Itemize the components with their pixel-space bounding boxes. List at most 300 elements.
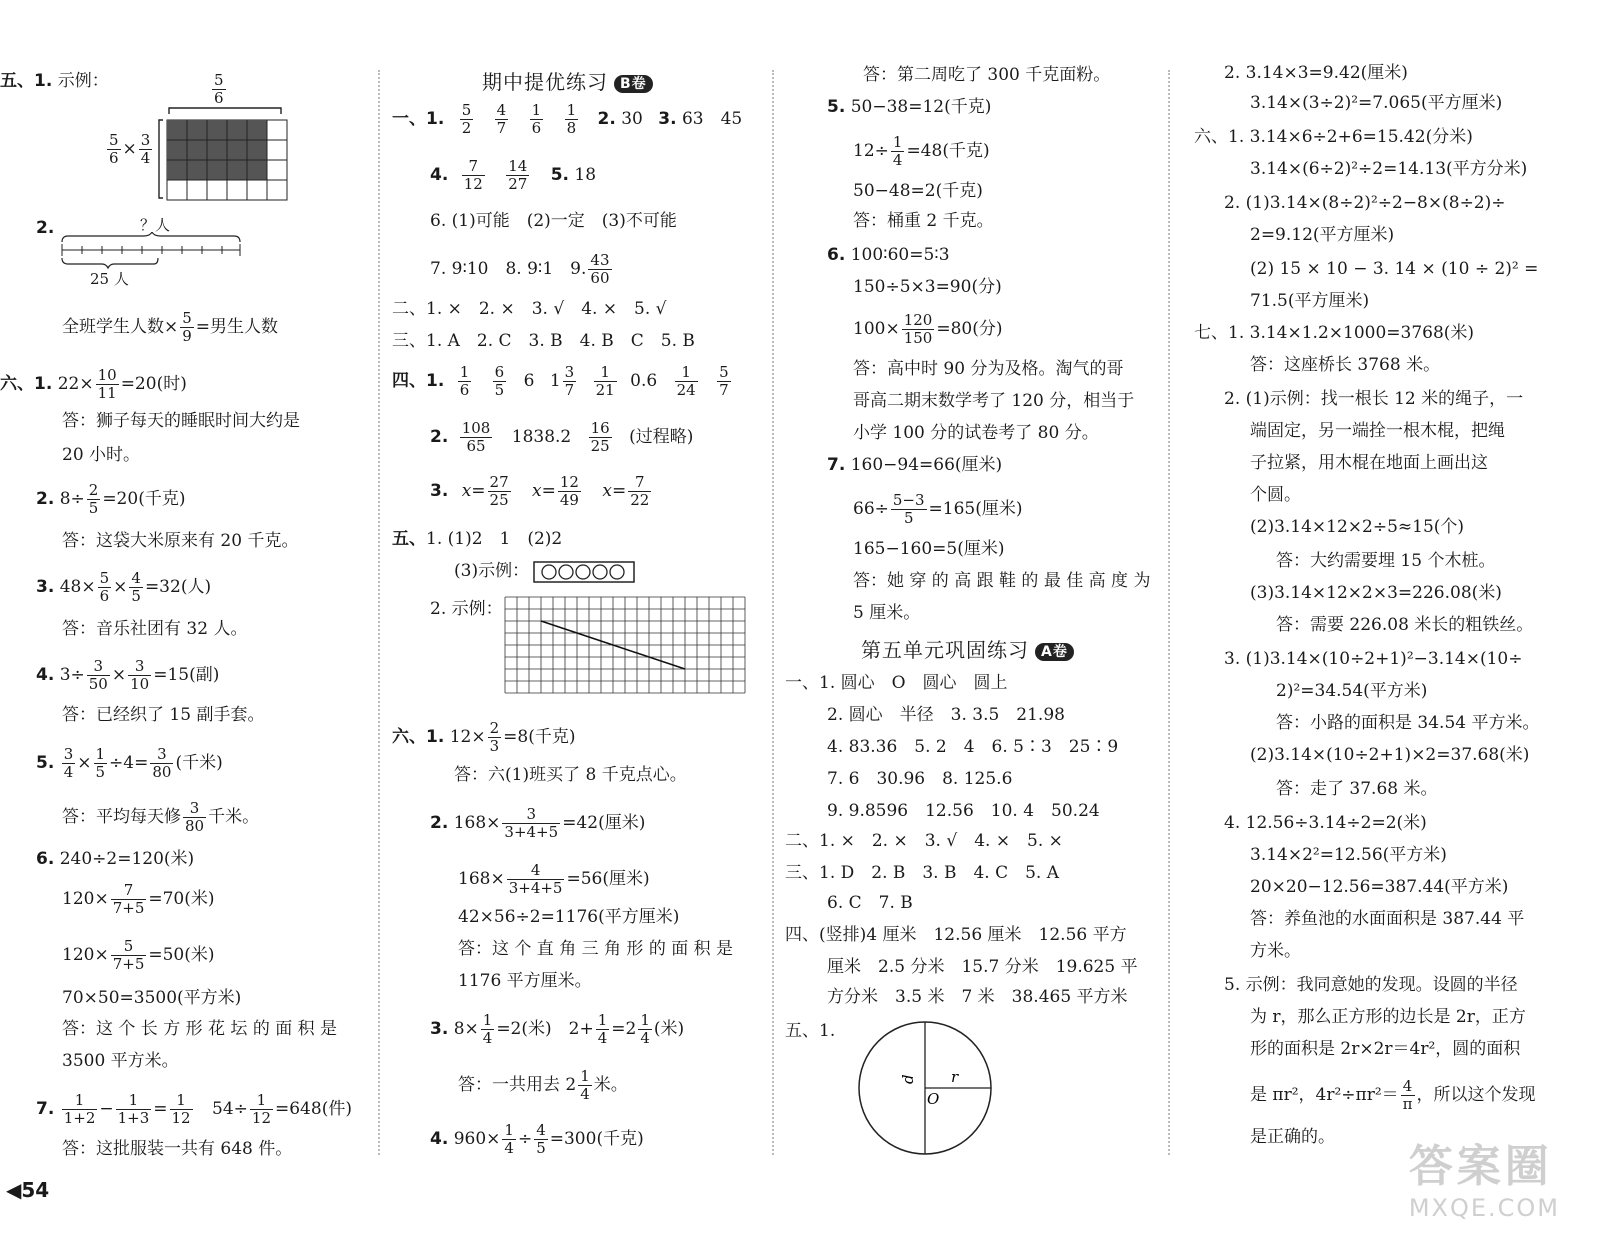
frac-d: 9	[182, 327, 192, 345]
c1-q2-line	[62, 310, 278, 345]
c2-r4	[430, 158, 596, 193]
frac-n: 10	[97, 366, 117, 384]
op: −	[99, 1099, 114, 1119]
frac-n: 5	[99, 569, 110, 587]
segment-top-label: ？人	[140, 216, 171, 234]
text: =300(千克)	[549, 1129, 644, 1149]
c3-q6	[827, 244, 950, 266]
q-label: 2.	[430, 427, 449, 447]
answer: 20 小时。	[62, 445, 141, 465]
q-label: 1.	[426, 371, 445, 391]
frac-d: 1+2	[63, 1109, 96, 1127]
frac-d: 4	[140, 149, 151, 167]
text: (2) 15 × 10 − 3. 14 × (10 ÷ 2)² =	[1250, 259, 1539, 279]
text: 2=9.12(平方厘米)	[1250, 225, 1395, 245]
c2-s4-1	[392, 364, 733, 399]
text: 22×	[57, 374, 94, 394]
q-label: 5.	[827, 97, 846, 117]
text: 100×	[853, 319, 900, 339]
frac-n: 1	[566, 101, 577, 119]
text: 1	[549, 371, 561, 391]
frac-d: 5	[536, 1139, 546, 1157]
text: 3.14×2²=12.56(平方米)	[1250, 845, 1447, 865]
text: =男生人数	[195, 317, 279, 337]
answer: 答：六(1)班买了 8 千克点心。	[454, 765, 687, 785]
answer: 1176 平方厘米。	[458, 971, 592, 991]
text: 答：平均每天修	[62, 807, 181, 827]
text: =80(分)	[936, 319, 1003, 339]
frac-n: 1	[594, 364, 617, 382]
frac-n: 1	[459, 363, 470, 381]
text: 120×	[62, 889, 109, 909]
frac-n: 1	[640, 1011, 650, 1029]
text: 50−48=2(千克)	[853, 181, 983, 201]
frac-n: 1	[531, 101, 542, 119]
c2-s5-1	[392, 528, 562, 550]
frac-n: 1	[95, 745, 106, 763]
label-o: O	[927, 1090, 940, 1108]
text: 48×	[59, 577, 96, 597]
text: 100∶60=5∶3	[850, 245, 950, 265]
q-label: 5.	[550, 165, 569, 185]
c1-a6	[36, 848, 194, 870]
column-2	[392, 62, 770, 1162]
q-label: 3.	[658, 109, 677, 129]
text: x=	[532, 481, 556, 501]
op: ÷	[517, 1129, 533, 1149]
text: 20×20−12.56=387.44(平方米)	[1250, 877, 1509, 897]
q-label: 6.	[827, 245, 846, 265]
frac-d: 22	[630, 491, 650, 509]
frac-n: 4	[496, 101, 507, 119]
frac-n: 5−3	[892, 491, 925, 509]
text: 1. (1)2 1 (2)2	[426, 529, 563, 549]
section-label: 六、	[392, 727, 426, 747]
answer: 答：这 个 直 角 三 角 形 的 面 积 是	[458, 939, 734, 959]
text: =648(件)	[275, 1099, 352, 1119]
answer: 答：需要 226.08 米长的粗铁丝。	[1276, 615, 1534, 635]
text: (米)	[653, 1019, 685, 1039]
frac-d: 12	[463, 175, 483, 193]
c2-b2-l1	[430, 806, 645, 841]
text: 7. 9∶10 8. 9∶1 9.	[430, 259, 587, 279]
answer: 答：已经织了 15 副手套。	[62, 705, 265, 725]
frac-n: 1	[62, 1092, 98, 1110]
frac-d: 24	[676, 381, 696, 399]
frac-d: 6	[214, 89, 224, 107]
frac-d: 80	[185, 817, 205, 835]
text: 7. 6 30.96 8. 125.6	[827, 769, 1013, 789]
c3-q7-l2	[853, 492, 1023, 527]
answer: 答：走了 37.68 米。	[1276, 779, 1438, 799]
frac-d: 5	[903, 509, 914, 527]
c1-a5-ans	[62, 800, 259, 835]
q-label: 1.	[34, 374, 53, 394]
text: 18	[574, 165, 597, 185]
frac-d: 4	[482, 1029, 493, 1047]
text: (过程略)	[629, 427, 694, 447]
watermark	[1409, 1130, 1560, 1222]
frac-n: 3	[63, 745, 74, 763]
text: 2. 3.14×3=9.42(厘米)	[1224, 63, 1408, 83]
frac-n: 2	[88, 481, 99, 499]
text: (2)3.14×12×2÷5≈15(个)	[1250, 517, 1465, 537]
text: 3÷	[59, 665, 85, 685]
frac-d: 4	[63, 763, 74, 781]
text: 9. 9.8596 12.56 10. 4 50.24	[827, 801, 1100, 821]
text: 2. 圆心 半径 3. 3.5 21.98	[827, 705, 1065, 725]
circle-diagram	[853, 1020, 997, 1160]
text: =50(米)	[148, 945, 215, 965]
section-label: 四、	[392, 371, 426, 391]
text: 120×	[62, 945, 109, 965]
expr-5-6-x-3-4	[105, 132, 154, 167]
frac-d: 80	[152, 763, 172, 781]
text: =70(米)	[148, 889, 215, 909]
text: 3.14×(6÷2)²÷2=14.13(平方分米)	[1250, 159, 1528, 179]
frac-d: 6	[99, 587, 110, 605]
frac-n: 4	[507, 862, 565, 880]
text: 3.14×(3÷2)²=7.065(平方厘米)	[1250, 93, 1503, 113]
c1-a2	[36, 482, 185, 517]
q-label: 3.	[430, 1019, 449, 1039]
text: 70×50=3500(平方米)	[62, 988, 242, 1008]
frac-d: 7	[496, 119, 507, 137]
frac-n: 108	[461, 419, 491, 437]
q-label: 3.	[36, 577, 55, 597]
q-label: 1.	[426, 109, 445, 129]
c1-a6-l3	[62, 938, 215, 973]
q-label: 1.	[34, 71, 53, 91]
frac-n: 27	[489, 473, 509, 491]
grid-with-line	[504, 596, 746, 700]
text: 一、1. 圆心 O 圆心 圆上	[785, 673, 1008, 693]
q-label: 2.	[430, 813, 449, 833]
text: 165−160=5(厘米)	[853, 539, 1005, 559]
text: 七、1. 3.14×1.2×1000=3768(米)	[1194, 323, 1475, 343]
text: 30	[621, 109, 643, 129]
text: =2(米) 2+	[496, 1019, 594, 1039]
text: x=	[461, 481, 486, 501]
answer: 小学 100 分的试卷考了 80 分。	[853, 423, 1099, 443]
frac-d: 7	[719, 381, 729, 399]
frac-n: 7	[111, 882, 147, 900]
frac-d: 150	[903, 329, 933, 347]
frac-d: 5	[494, 381, 505, 399]
q-label: 5.	[36, 753, 55, 773]
op: ×	[77, 753, 92, 773]
text: 150÷5×3=90(分)	[853, 277, 1002, 297]
frac-d: 4	[892, 151, 903, 169]
frac-d: 7	[564, 381, 575, 399]
answer: 答：高中时 90 分为及格。淘气的哥	[853, 359, 1124, 379]
frac-n: 2	[489, 719, 500, 737]
text: =165(厘米)	[928, 499, 1023, 519]
title-text: 期中提优练习	[482, 70, 608, 94]
column-1	[0, 62, 378, 1162]
c1-s6-a1	[0, 367, 187, 402]
text: 8×	[453, 1019, 479, 1039]
text: 四、(竖排)4 厘米 12.56 厘米 12.56 平方	[785, 925, 1127, 945]
c3-q5-l2	[853, 134, 990, 169]
frac-n: 1	[482, 1011, 493, 1029]
frac-n: 7	[628, 474, 651, 492]
text: 三、1. A 2. C 3. B 4. B C 5. B	[392, 331, 695, 351]
frac-n: 5	[719, 363, 729, 381]
c2-s4-2	[430, 420, 693, 455]
frac-d: 7+5	[112, 899, 145, 917]
frac-n: 1	[597, 1011, 608, 1029]
label-r: r	[951, 1068, 959, 1086]
frac-d: 2	[461, 119, 472, 137]
c1-a3	[36, 570, 211, 605]
text: 全班学生人数×	[62, 317, 179, 337]
c2-b2-l2	[458, 862, 650, 897]
text: 240÷2=120(米)	[59, 849, 195, 869]
text: 4. 83.36 5. 2 4 6. 5∶3 25∶9	[827, 737, 1119, 757]
frac-n: 5	[182, 309, 192, 327]
frac-n: 1	[250, 1092, 273, 1110]
frac-d: 50	[88, 675, 108, 693]
segment-bottom-label: 25 人	[90, 270, 129, 288]
text: 4. 12.56÷3.14÷2=2(米)	[1224, 813, 1427, 833]
text: 12÷	[853, 141, 889, 161]
frac-d: 4	[597, 1029, 608, 1047]
text: 方分米 3.5 米 7 米 38.465 平方米	[827, 987, 1128, 1007]
answer: 答：音乐社团有 32 人。	[62, 619, 248, 639]
frac-d: 6	[531, 119, 542, 137]
text: 6	[523, 371, 535, 391]
text: 50−38=12(千克)	[850, 97, 992, 117]
section-label: 五、	[0, 71, 34, 91]
answer: 3500 平方米。	[62, 1051, 179, 1071]
frac-n: 5	[214, 71, 224, 89]
text: 960×	[453, 1129, 501, 1149]
text: 答：一共用去 2	[458, 1075, 577, 1095]
q-label: 6.	[36, 849, 55, 869]
frac-d: 10	[130, 675, 150, 693]
q-label: 7.	[827, 455, 846, 475]
op: ×	[122, 139, 137, 159]
answer: 答：这批服装一共有 648 件。	[62, 1139, 293, 1159]
text: 个圆。	[1250, 485, 1301, 505]
text: 2. (1)3.14×(8÷2)²÷2−8×(8÷2)÷	[1224, 193, 1506, 213]
c2-r1	[392, 102, 742, 137]
frac-d: 12	[251, 1109, 271, 1127]
q-label: 1.	[426, 727, 445, 747]
frac-n: 1	[675, 364, 698, 382]
text: 2. 示例：	[430, 599, 503, 619]
frac-d: 4	[504, 1139, 514, 1157]
frac-d: 65	[466, 437, 486, 455]
answer: 答：小路的面积是 34.54 平方米。	[1276, 713, 1540, 733]
frac-d: 3+4+5	[504, 823, 559, 841]
text: =56(厘米)	[566, 869, 650, 889]
q-label: 7.	[36, 1099, 55, 1119]
op: ×	[113, 577, 128, 597]
text: 63 45	[681, 109, 743, 129]
q-label: 2.	[36, 489, 55, 509]
q-label: 4.	[430, 165, 449, 185]
frac-d: 60	[590, 269, 610, 287]
badge: B卷	[614, 75, 653, 93]
text: 三、1. D 2. B 3. B 4. C 5. A	[785, 863, 1060, 883]
text: 形的面积是 2r×2r＝4r²，圆的面积	[1250, 1039, 1521, 1059]
answer: 方米。	[1250, 941, 1301, 961]
section-title	[861, 634, 1074, 663]
answer: 答：桶重 2 千克。	[853, 211, 994, 231]
frac-d: 11	[97, 384, 117, 402]
page-number-text: 54	[21, 1178, 50, 1202]
frac-n: 3	[183, 800, 206, 818]
c2-s4-3	[430, 474, 653, 509]
frac-n: 16	[590, 419, 610, 437]
text: 1838.2	[511, 427, 572, 447]
frac-d: 3	[489, 737, 500, 755]
frac-d: 5	[88, 499, 99, 517]
q-label: 4.	[430, 1129, 449, 1149]
frac-n: 5	[111, 938, 147, 956]
text: 二、1. × 2. × 3. √ 4. × 5. √	[392, 299, 667, 319]
frac-d: 5	[131, 587, 141, 605]
text: (2)3.14×(10÷2+1)×2=37.68(米)	[1250, 745, 1530, 765]
frac-n: 6	[494, 363, 505, 381]
text: 米。	[593, 1075, 628, 1095]
text: =48(千克)	[906, 141, 990, 161]
frac-d: 12	[171, 1109, 191, 1127]
text: (千米)	[175, 753, 223, 773]
text: 5. 示例：我同意她的发现。设圆的半径	[1224, 975, 1518, 995]
frac-d: 4	[580, 1085, 590, 1103]
frac-n: 5	[109, 131, 119, 149]
q-label: 2.	[36, 218, 55, 238]
page-number: ◀54	[6, 1178, 50, 1202]
q-label: 4.	[36, 665, 55, 685]
c2-b3-ans	[458, 1068, 628, 1103]
c2-r7	[430, 252, 614, 287]
op: =	[153, 1099, 168, 1119]
text: 66÷	[853, 499, 889, 519]
text: 2)²=34.54(平方米)	[1276, 681, 1428, 701]
answer: 答：她 穿 的 高 跟 鞋 的 最 佳 高 度 为	[853, 571, 1151, 591]
frac-n: 3	[564, 363, 575, 381]
frac-n: 14	[508, 157, 528, 175]
frac-n: 3	[140, 131, 151, 149]
text: 2. (1)示例：找一根长 12 米的绳子，一	[1224, 389, 1524, 409]
text: 是 πr²，4r²÷πr²＝	[1250, 1085, 1399, 1105]
text: 12×	[449, 727, 486, 747]
text: 厘米 2.5 分米 15.7 分米 19.625 平	[827, 957, 1138, 977]
answer: 哥高二期末数学考了 120 分，相当于	[853, 391, 1135, 411]
frac-n: 3	[502, 806, 560, 824]
section-label: 六、	[0, 374, 34, 394]
c1-a6-l2	[62, 882, 215, 917]
text: (3)3.14×12×2×3=226.08(米)	[1250, 583, 1502, 603]
answer: 答：养鱼池的水面面积是 387.44 平	[1250, 909, 1525, 929]
c3-q5	[827, 96, 991, 118]
frac-n: 1	[580, 1067, 590, 1085]
text: x=	[602, 481, 627, 501]
title-text: 第五单元巩固练习	[861, 638, 1029, 662]
c1-a5	[36, 746, 223, 781]
text: 42×56÷2=1176(平方厘米)	[458, 907, 680, 927]
text: (3)示例：	[454, 561, 530, 581]
frac-d: 7+5	[112, 955, 145, 973]
q-label: 3.	[430, 481, 449, 501]
c4-l32	[1250, 1078, 1536, 1113]
c3-q7	[827, 454, 1002, 476]
frac-n: 1	[504, 1121, 514, 1139]
frac-d: 4	[640, 1029, 650, 1047]
column-3	[785, 62, 1163, 1162]
frac-n: 1	[170, 1092, 193, 1110]
answer: 答：这袋大米原来有 20 千克。	[62, 531, 299, 551]
answer: 答：这 个 长 方 形 花 坛 的 面 积 是	[62, 1019, 338, 1039]
text: =15(副)	[153, 665, 220, 685]
answer: 5 厘米。	[853, 603, 921, 623]
text: 8÷	[59, 489, 85, 509]
text: 71.5(平方厘米)	[1250, 291, 1370, 311]
frac-d: 6	[459, 381, 470, 399]
text: =42(厘米)	[562, 813, 646, 833]
op: ×	[111, 665, 127, 685]
text: 3. (1)3.14×(10÷2+1)²−3.14×(10÷	[1224, 649, 1523, 669]
c1-q2	[0, 217, 54, 239]
text: 为 r，那么正方形的边长是 2r，正方	[1250, 1007, 1526, 1027]
frac-n: 3	[150, 746, 173, 764]
q-label: 2.	[597, 109, 616, 129]
frac-d: 6	[109, 149, 119, 167]
text: 五、1.	[785, 1021, 836, 1041]
section-label: 五、	[392, 529, 426, 549]
c1-s5-q1	[0, 70, 109, 92]
frac-n: 7	[462, 158, 485, 176]
frac-d: 49	[559, 491, 579, 509]
frac-d: 25	[590, 437, 610, 455]
frac-n: 3	[128, 658, 151, 676]
answer: 答：这座桥长 3768 米。	[1250, 355, 1441, 375]
c2-s6-b1	[392, 720, 575, 755]
q-text: 示例：	[57, 71, 109, 91]
frac-d: 21	[595, 381, 615, 399]
c2-b3	[430, 1012, 684, 1047]
frac-d: 8	[566, 119, 577, 137]
frac-d: 25	[489, 491, 509, 509]
text: 0.6	[630, 371, 658, 391]
text: 168×	[453, 813, 501, 833]
text: ，所以这个发现	[1416, 1085, 1536, 1105]
op: ÷4=	[109, 753, 149, 773]
answer: 答：大约需要埋 15 个木桩。	[1276, 551, 1496, 571]
frac-d: 5	[95, 763, 106, 781]
text: 子拉紧，用木棍在地面上画出这	[1250, 453, 1488, 473]
label-d: d	[899, 1074, 917, 1084]
bead-frame	[532, 558, 642, 586]
c3-q6-l3	[853, 312, 1002, 347]
text: 端固定，另一端拴一根木棍，把绳	[1250, 421, 1505, 441]
column-4	[1180, 62, 1580, 1162]
watermark-line2: MXQE.COM	[1408, 1194, 1560, 1222]
frac-d: 3+4+5	[508, 879, 563, 897]
frac-n: 1	[892, 133, 903, 151]
frac-n: 1	[116, 1092, 152, 1110]
text: 6. C 7. B	[827, 893, 913, 913]
badge: A卷	[1035, 643, 1074, 661]
frac-n: 4	[536, 1121, 546, 1139]
grid-diagram	[155, 102, 295, 212]
frac-n: 12	[559, 473, 579, 491]
frac-n: 43	[590, 251, 610, 269]
